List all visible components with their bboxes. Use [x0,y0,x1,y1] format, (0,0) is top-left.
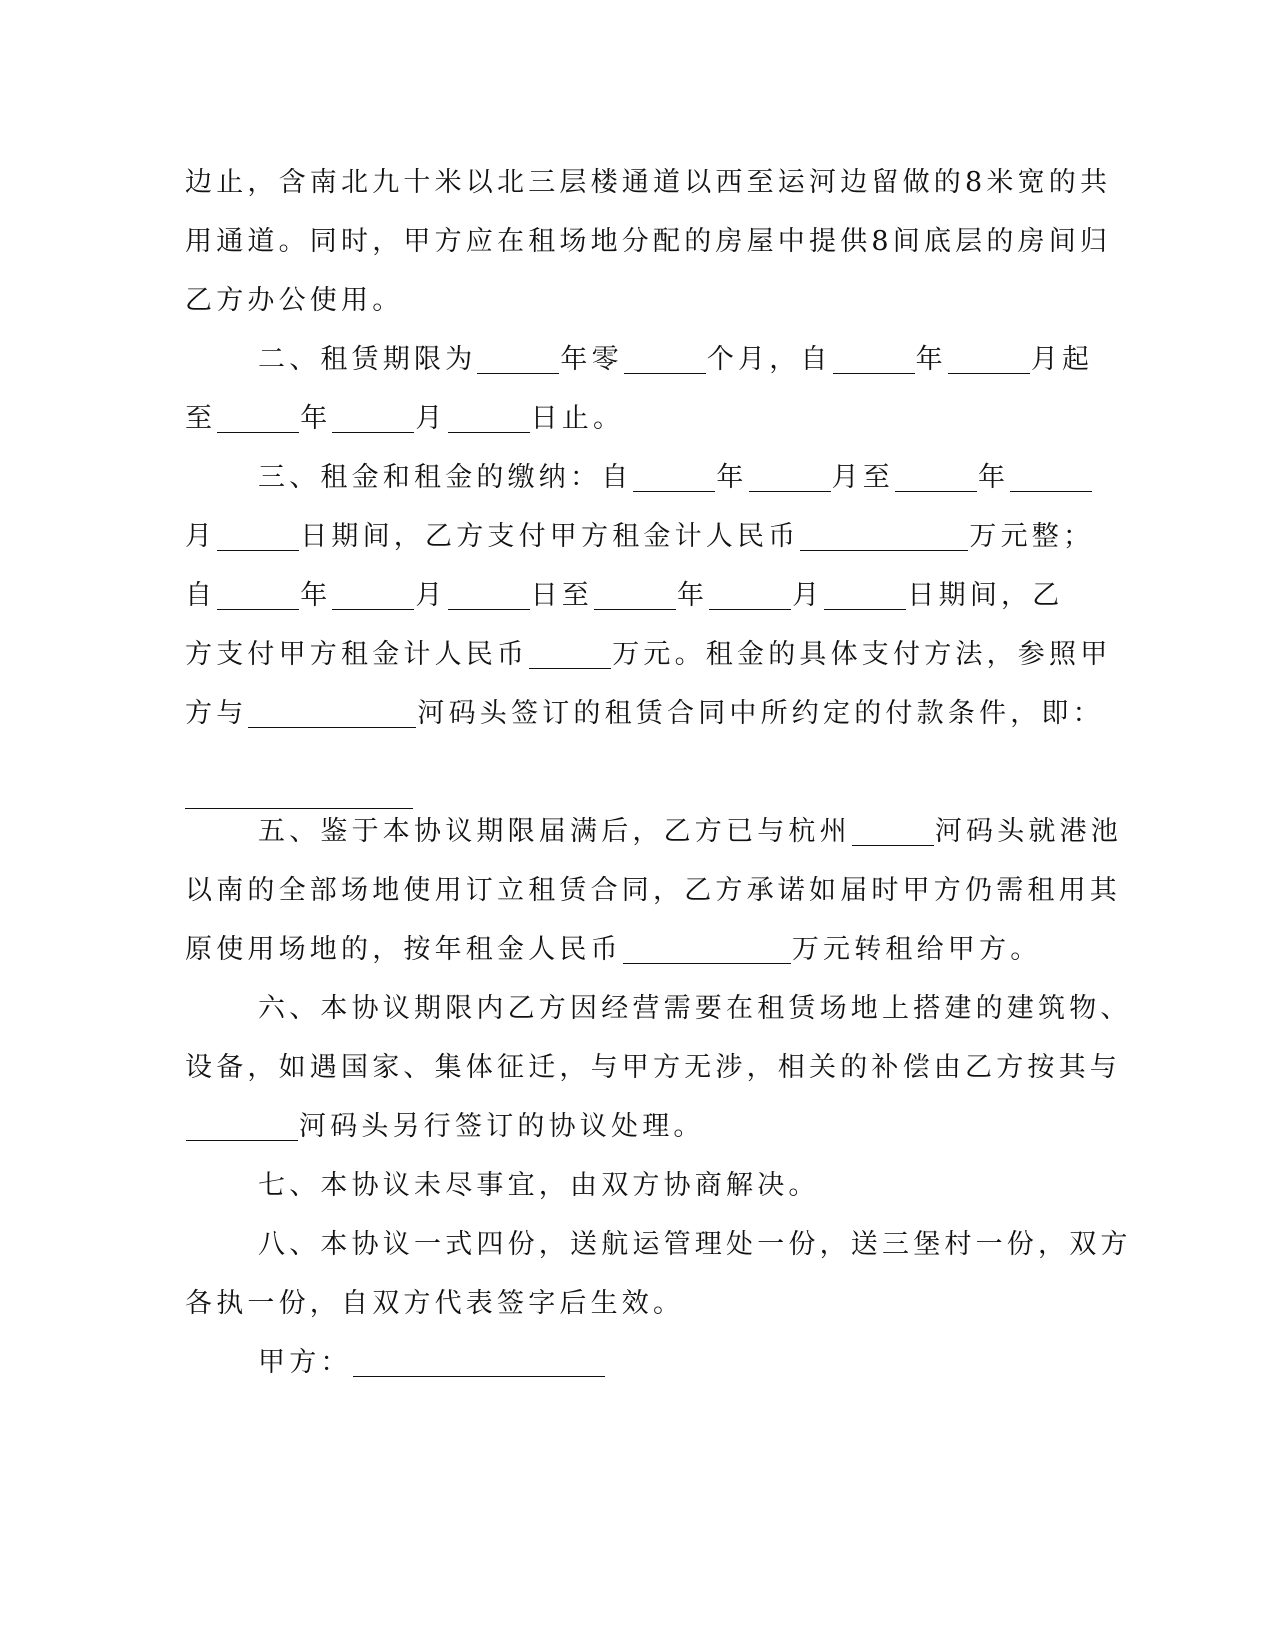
blank-field[interactable] [852,815,934,846]
text-run: 万元整； [969,521,1095,552]
paragraph-line [185,694,1104,734]
paragraph-line [185,399,1075,439]
blank-field[interactable] [709,579,791,610]
signature-party-a [258,1343,1075,1383]
text-run: 月 [415,580,447,611]
blank-field[interactable] [448,579,530,610]
text-run: 六、本协议期限内乙方因经营需要在租赁场地上搭建的建筑物、 [258,993,1132,1024]
blank-field[interactable] [217,402,299,433]
signature-label: 甲方： [258,1347,352,1378]
text-run: 用通道。同时，甲方应在租场地分配的房屋中提供8间底层的房间归 [185,226,1112,257]
text-run: 至 [185,403,217,434]
text-run: 月 [415,403,447,434]
paragraph-line [185,576,1075,616]
blank-field[interactable] [633,461,715,492]
blank-field[interactable] [332,402,414,433]
paragraph-line [185,1107,1075,1147]
text-run: 三、租金和租金的缴纳：自 [258,462,633,493]
text-run: 年 [677,580,709,611]
blank-field[interactable] [186,1110,298,1141]
blank-field[interactable] [248,697,416,728]
clause-7-line [258,1166,1075,1206]
paragraph-line [185,1284,1075,1324]
paragraph-line [185,222,1112,262]
blank-field[interactable] [217,520,299,551]
text-run: 原使用场地的，按年租金人民币 [185,934,622,965]
text-run: 河码头签订的租赁合同中所约定的付款条件，即： [417,698,1104,729]
text-run: 各执一份，自双方代表签字后生效。 [185,1288,685,1319]
text-run: 月至 [831,462,895,493]
blank-field[interactable] [948,343,1030,374]
signature-field[interactable] [353,1346,605,1377]
text-run: 方支付甲方租金计人民币 [185,639,529,670]
clause-3-line [258,458,1075,498]
text-run: 以南的全部场地使用订立租赁合同，乙方承诺如届时甲方仍需租用其 [185,875,1121,906]
text-run: 年零 [560,344,623,375]
clause-5-line [258,812,1123,852]
clause-2-line [258,340,1094,380]
text-run: 年 [915,344,947,375]
blank-field[interactable] [749,461,831,492]
text-run: 八、本协议一式四份，送航运管理处一份，送三堡村一份，双方 [258,1229,1132,1260]
text-run: 七、本协议未尽事宜，由双方协商解决。 [258,1170,820,1201]
text-run: 万元转租给甲方。 [791,934,1042,965]
text-run: 日止。 [530,403,625,434]
text-run: 日至 [530,580,594,611]
text-run: 自 [185,580,217,611]
blank-field[interactable] [477,343,559,374]
text-run: 月 [792,580,824,611]
blank-field[interactable] [624,343,706,374]
text-run: 乙方办公使用。 [185,285,404,316]
paragraph-line [185,930,1075,970]
text-run: 边止，含南北九十米以北三层楼通道以西至运河边留做的8米宽的共 [185,167,1112,198]
text-run: 年 [300,580,332,611]
text-run: 河码头就港池 [934,816,1123,847]
blank-field[interactable] [895,461,977,492]
paragraph-line [185,281,1075,321]
blank-field[interactable] [448,402,530,433]
text-run: 设备，如遇国家、集体征迁，与甲方无涉，相关的补偿由乙方按其与 [185,1052,1121,1083]
text-run: 年 [716,462,748,493]
text-run: 月 [185,521,217,552]
paragraph-line [185,1048,1121,1088]
blank-field[interactable] [800,520,968,551]
text-run: 月起 [1030,344,1094,375]
blank-field[interactable] [623,933,791,964]
text-run: 年 [300,403,332,434]
text-run: 日期间，乙方支付甲方租金计人民币 [300,521,800,552]
blank-field[interactable] [824,579,906,610]
paragraph-line [185,635,1112,675]
text-run: 年 [978,462,1010,493]
text-run: 万元。租金的具体支付方法，参照甲 [612,639,1112,670]
paragraph-line [185,517,1095,557]
blank-field[interactable] [594,579,676,610]
paragraph-line [185,163,1112,203]
blank-field[interactable] [833,343,915,374]
blank-field[interactable] [529,638,611,669]
blank-field[interactable] [185,808,413,809]
blank-field[interactable] [332,579,414,610]
blank-field[interactable] [1010,461,1092,492]
text-run: 日期间，乙 [907,580,1064,611]
paragraph-line [185,871,1121,911]
clause-8-line [258,1225,1132,1265]
text-run: 河码头另行签订的协议处理。 [299,1111,705,1142]
text-run: 五、鉴于本协议期限届满后，乙方已与杭州 [258,816,851,847]
blank-field[interactable] [217,579,299,610]
text-run: 个月，自 [706,344,832,375]
text-run: 方与 [185,698,248,729]
text-run: 二、租赁期限为 [258,344,477,375]
clause-6-line [258,989,1132,1029]
